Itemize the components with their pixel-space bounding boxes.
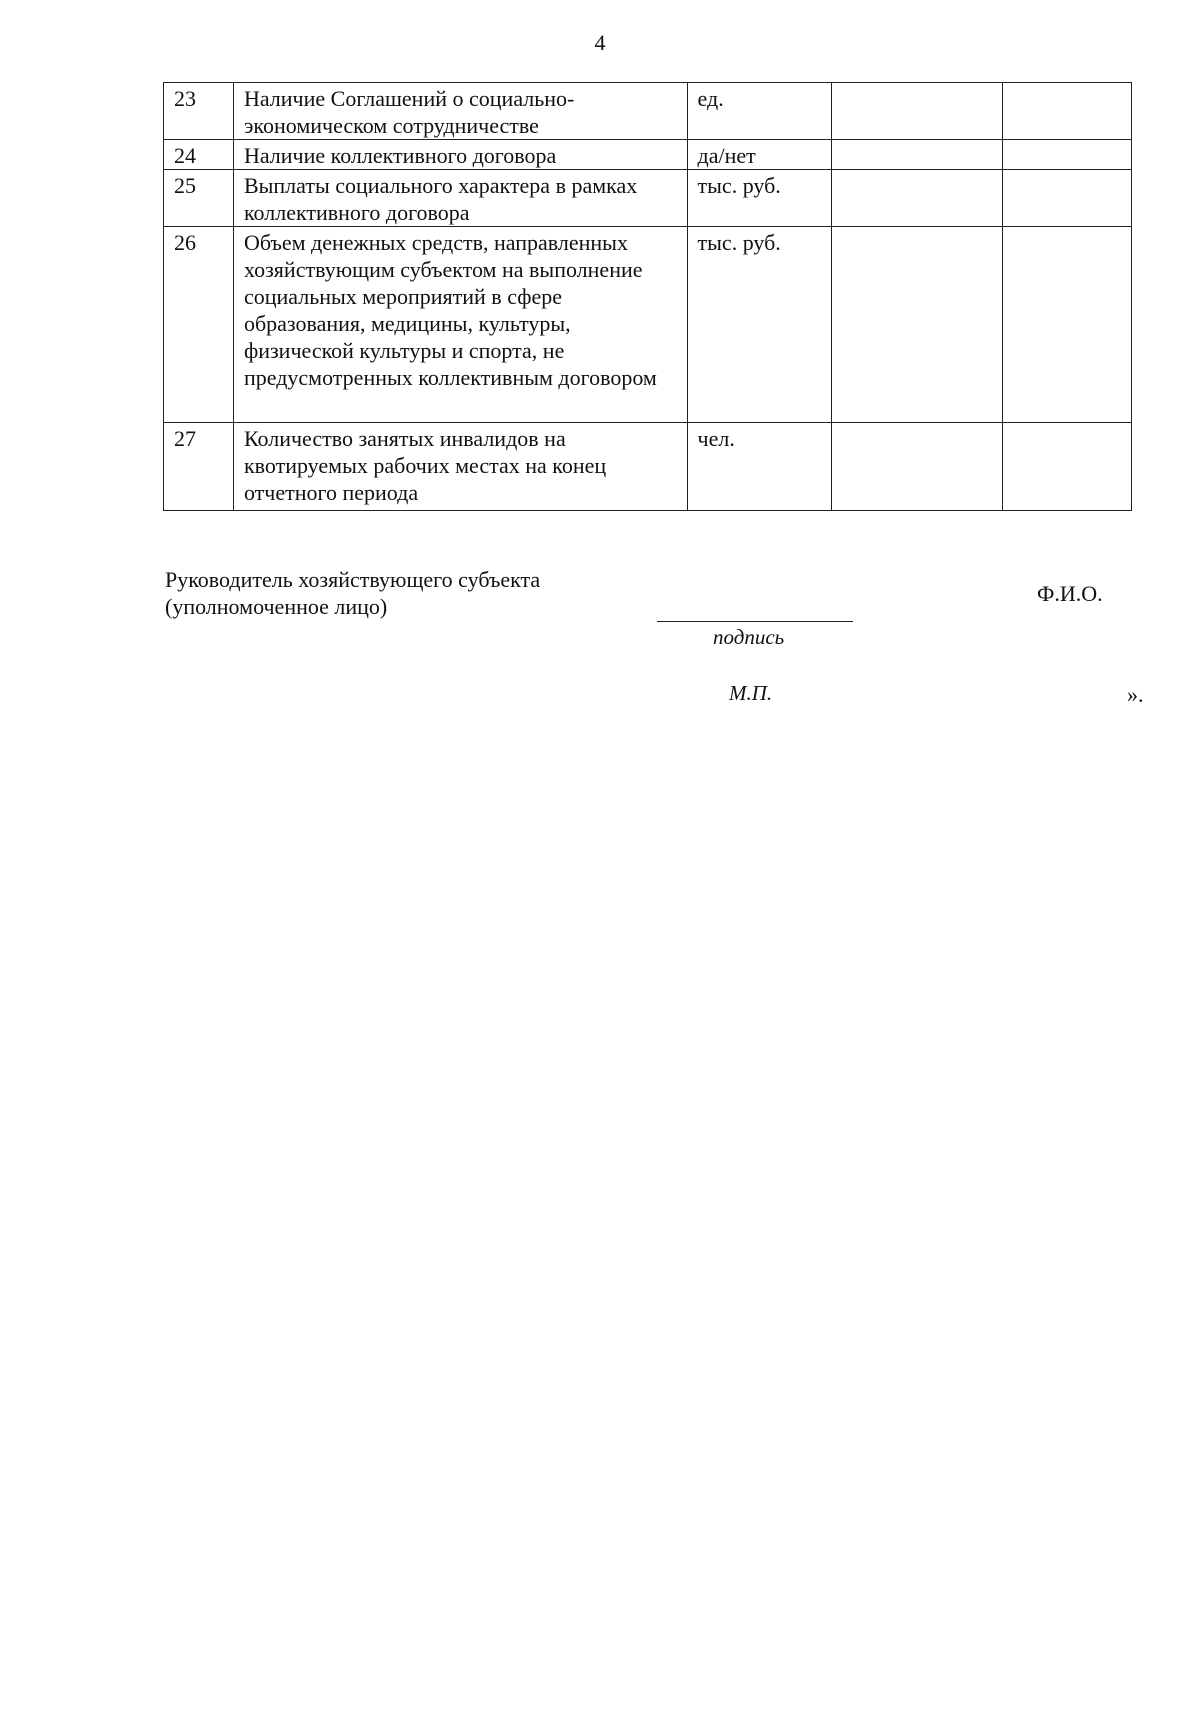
indicator-name: Объем денежных средств, направленных хозяйствующим субъектом на выполнение социальных мероприятий в сфере образования, медицины, культуры, физической культуры и спорта, не предусмотренных коллективным договором: [233, 227, 687, 423]
indicators-table: [163, 82, 1132, 511]
row-number: 27: [164, 423, 234, 511]
unit-cell: тыс. руб.: [687, 227, 832, 423]
indicator-name: Количество занятых инвалидов на квотируемых рабочих местах на конец отчетного периода: [233, 423, 687, 511]
value-cell: [832, 423, 1003, 511]
value-cell: [832, 227, 1003, 423]
table-row: [164, 140, 1132, 170]
value-cell: [832, 140, 1003, 170]
value-cell: [1003, 170, 1132, 227]
value-cell: [832, 170, 1003, 227]
row-number: 25: [164, 170, 234, 227]
row-number: 24: [164, 140, 234, 170]
row-number: 23: [164, 83, 234, 140]
value-cell: [1003, 423, 1132, 511]
table-row: [164, 170, 1132, 227]
signatory-block: [165, 566, 540, 620]
unit-cell: да/нет: [687, 140, 832, 170]
fio-label: Ф.И.О.: [1037, 581, 1103, 606]
value-cell: [1003, 83, 1132, 140]
unit-cell: чел.: [687, 423, 832, 511]
signatory-title: Руководитель хозяйствующего субъекта: [165, 567, 541, 592]
value-cell: [1003, 227, 1132, 423]
row-number: 26: [164, 227, 234, 423]
table-row: [164, 227, 1132, 423]
indicator-name: Наличие Соглашений о социально-экономическом сотрудничестве: [233, 83, 687, 140]
table-row: [164, 423, 1132, 511]
indicator-name: Выплаты социального характера в рамках коллективного договора: [233, 170, 687, 227]
value-cell: [1003, 140, 1132, 170]
unit-cell: тыс. руб.: [687, 170, 832, 227]
value-cell: [832, 83, 1003, 140]
unit-cell: ед.: [687, 83, 832, 140]
table-row: [164, 83, 1132, 140]
signature-caption: подпись: [713, 625, 785, 649]
stamp-label: М.П.: [729, 681, 773, 705]
signature-line: [657, 621, 853, 622]
signatory-subtitle: (уполномоченное лицо): [165, 594, 388, 619]
indicator-name: Наличие коллективного договора: [233, 140, 687, 170]
page-number: 4: [594, 30, 606, 55]
closing-quote: ».: [1127, 682, 1144, 707]
